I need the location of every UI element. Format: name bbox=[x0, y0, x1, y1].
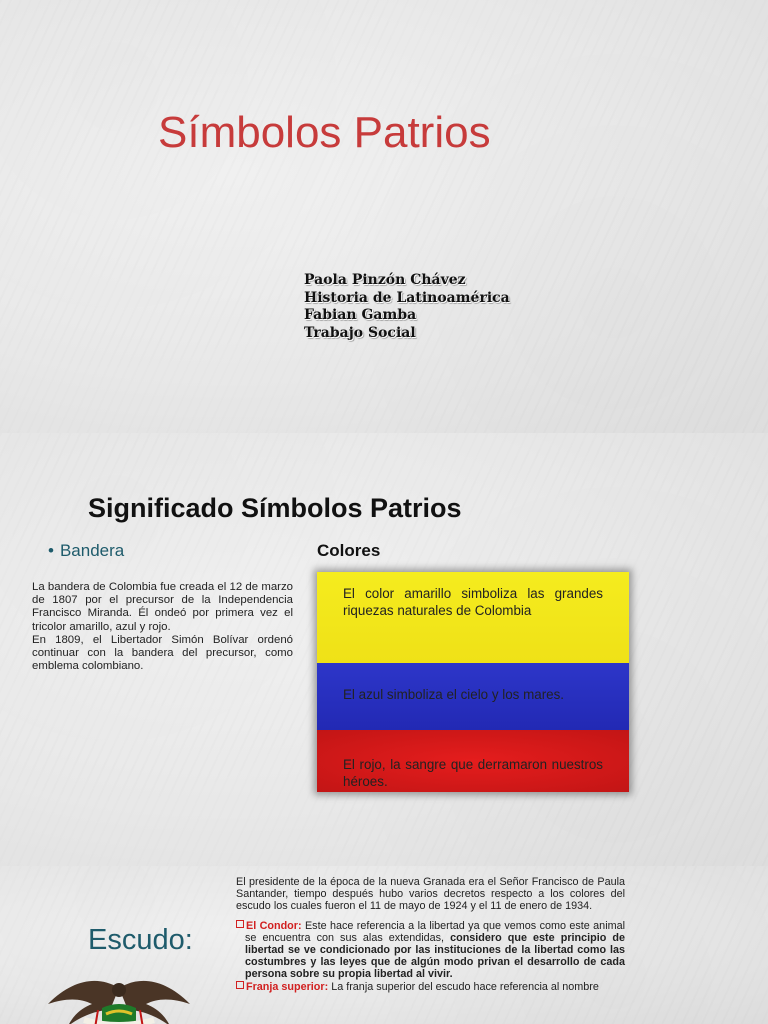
list-item-condor bbox=[236, 920, 625, 981]
bullet-label: Bandera bbox=[59, 541, 125, 560]
credits-block bbox=[304, 272, 510, 342]
author-name: Paola Pinzón Chávez bbox=[304, 272, 466, 288]
background-texture bbox=[0, 0, 768, 433]
colores-heading: Colores bbox=[317, 541, 381, 560]
presentation-title: Símbolos Patrios bbox=[158, 108, 491, 157]
flag-stripe-red: El rojo, la sangre que derramaron nuestros héroes. bbox=[317, 730, 629, 792]
teacher-name: Fabian Gamba bbox=[304, 307, 417, 323]
item-text: Este hace referencia a la libertad ya que vemos como este animal se encuentra con sus alas extendidas, bbox=[245, 919, 625, 944]
program-name: Trabajo Social bbox=[304, 324, 416, 341]
item-label: Franja superior: bbox=[246, 980, 329, 993]
title-slide bbox=[0, 0, 768, 433]
checkbox-bullet-icon bbox=[236, 981, 244, 989]
item-text: La franja superior del escudo hace referencia al nombre bbox=[328, 980, 599, 993]
flag-slide bbox=[0, 433, 768, 866]
shield-description bbox=[236, 876, 625, 993]
list-item-franja bbox=[236, 981, 625, 993]
shield-slide bbox=[0, 866, 768, 1024]
paragraph: La bandera de Colombia fue creada el 12 de marzo de 1807 por el precursor de la Independencia Francisco Miranda. Él ondeó por primera vez el tricolor amarillo, azul y rojo. bbox=[32, 581, 293, 633]
paragraph: En 1809, el Libertador Simón Bolívar ordenó continuar con la bandera del precursor, como emblema colombiano. bbox=[32, 633, 293, 673]
coat-of-arms-icon bbox=[44, 974, 194, 1024]
bullet-dot-icon: • bbox=[48, 541, 54, 560]
flag-stripe-blue: El azul simboliza el cielo y los mares. bbox=[317, 663, 629, 730]
flag-stripe-yellow: El color amarillo simboliza las grandes riquezas naturales de Colombia bbox=[317, 572, 629, 663]
flag-history-text bbox=[32, 581, 293, 673]
colombia-flag bbox=[317, 572, 629, 792]
item-bold-text: considero que este principio de libertad se ve condicionado por las instituciones de la libertad como las costumbres y las leyes que de algún modo privan el desarrollo de cada persona sobre su propia libertad al vivir. bbox=[245, 931, 625, 981]
slide-title: Significado Símbolos Patrios bbox=[88, 493, 462, 523]
slide-title: Escudo: bbox=[88, 924, 193, 956]
checkbox-bullet-icon bbox=[236, 920, 244, 928]
item-label: El Condor: bbox=[246, 919, 302, 932]
course-name: Historia de Latinoamérica bbox=[304, 289, 510, 306]
intro-paragraph: El presidente de la época de la nueva Granada era el Señor Francisco de Paula Santander, tiempo después hubo varios decretos respecto a los colores del escudo los cuales fueron el 11 de mayo de 1924 y el 11 de enero de 1934. bbox=[236, 876, 625, 913]
bullet-bandera bbox=[48, 541, 124, 561]
